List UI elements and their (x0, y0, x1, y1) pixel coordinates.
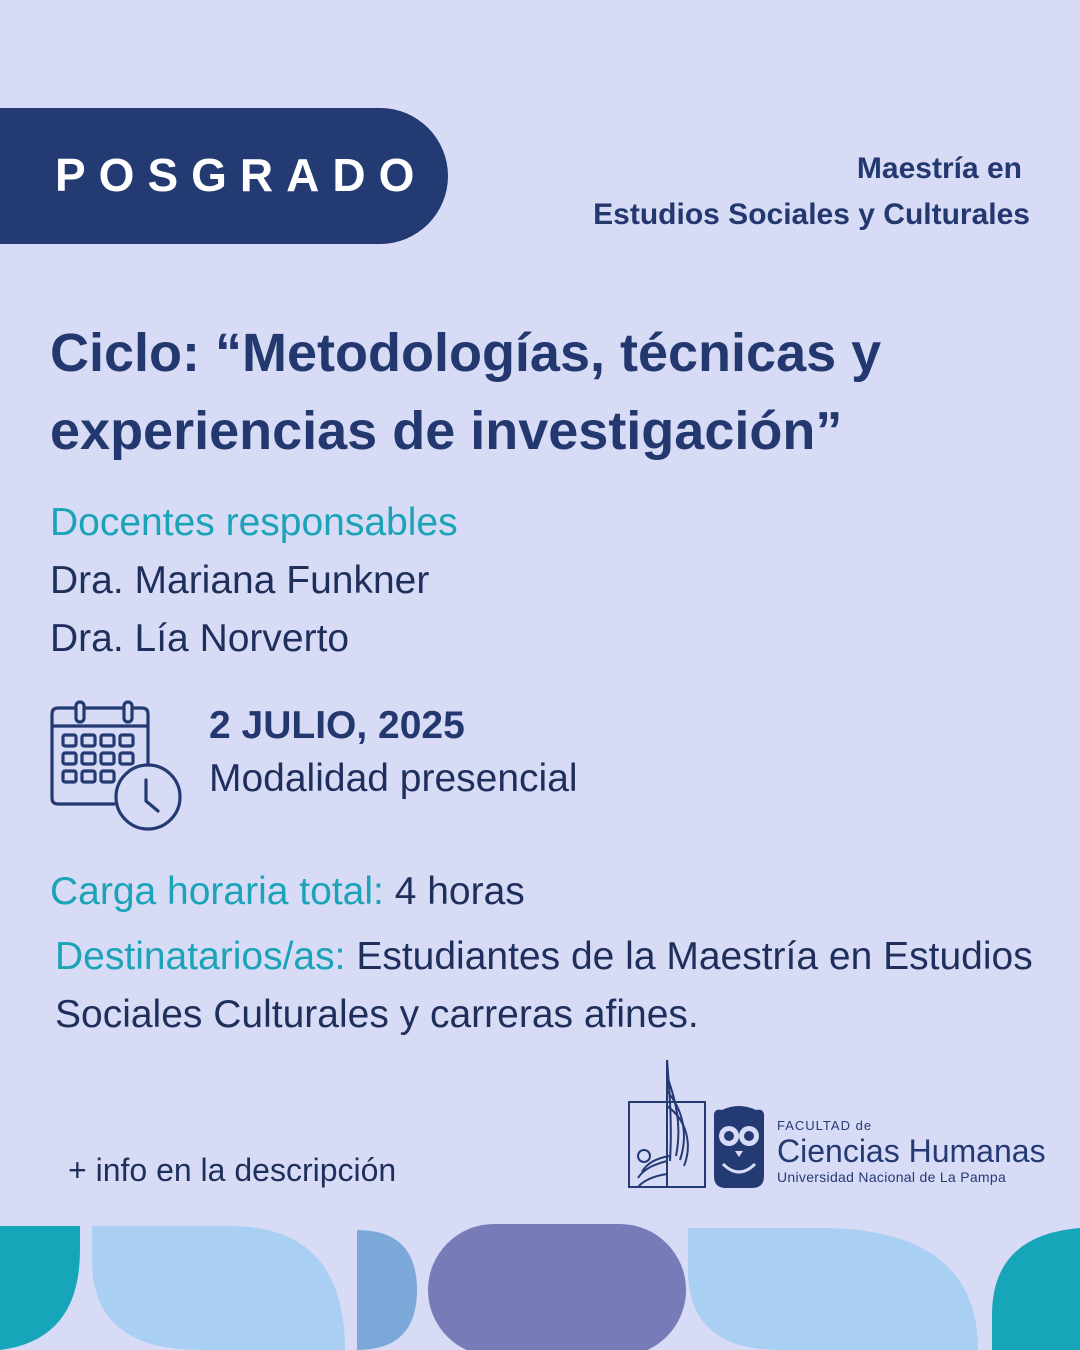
destinatarios-value: Estudiantes de la Maestría en Estudios Sociales Culturales y carreras afines. (55, 935, 1033, 1036)
faculty-logo-text (777, 1118, 1046, 1186)
docentes-heading: Docentes responsables (50, 501, 458, 544)
event-modality: Modalidad presencial (209, 757, 578, 800)
docente-name-2: Dra. Lía Norverto (50, 617, 350, 660)
posgrado-label: POSGRADO (55, 149, 428, 201)
faculty-prefix: FACULTAD de (777, 1118, 873, 1133)
page-title (50, 314, 1040, 470)
event-details (209, 700, 578, 806)
destinatarios-label: Destinatarios/as: (55, 935, 346, 978)
docente-name-1: Dra. Mariana Funkner (50, 559, 430, 602)
teal-leaf-right (992, 1228, 1080, 1350)
faculty-name: Ciencias Humanas (777, 1133, 1046, 1169)
carga-label: Carga horaria total: (50, 870, 384, 913)
destinatarios (55, 928, 1045, 1044)
event-date: 2 JULIO, 2025 (209, 704, 465, 747)
calendar-clock-icon (48, 700, 184, 836)
light-blue-leaf-1 (92, 1226, 345, 1350)
carga-horaria (50, 865, 525, 919)
purple-pill (428, 1224, 686, 1350)
program-line-2: Estudios Sociales y Culturales (593, 198, 1030, 231)
light-blue-leaf-2 (688, 1228, 978, 1350)
program-line-1: Maestría en (856, 152, 1022, 185)
program-name (593, 146, 1030, 238)
title-line-1: Ciclo: “Metodologías, técnicas y (50, 323, 882, 383)
docentes-section (50, 494, 458, 668)
title-line-2: experiencias de investigación” (50, 401, 843, 461)
carga-value: 4 horas (394, 870, 525, 913)
mid-blue-half-circle (357, 1230, 417, 1350)
info-note: + info en la descripción (68, 1152, 397, 1188)
teal-leaf-left (0, 1226, 80, 1350)
university-name: Universidad Nacional de La Pampa (777, 1169, 1007, 1185)
decorative-shapes (0, 1220, 1080, 1350)
